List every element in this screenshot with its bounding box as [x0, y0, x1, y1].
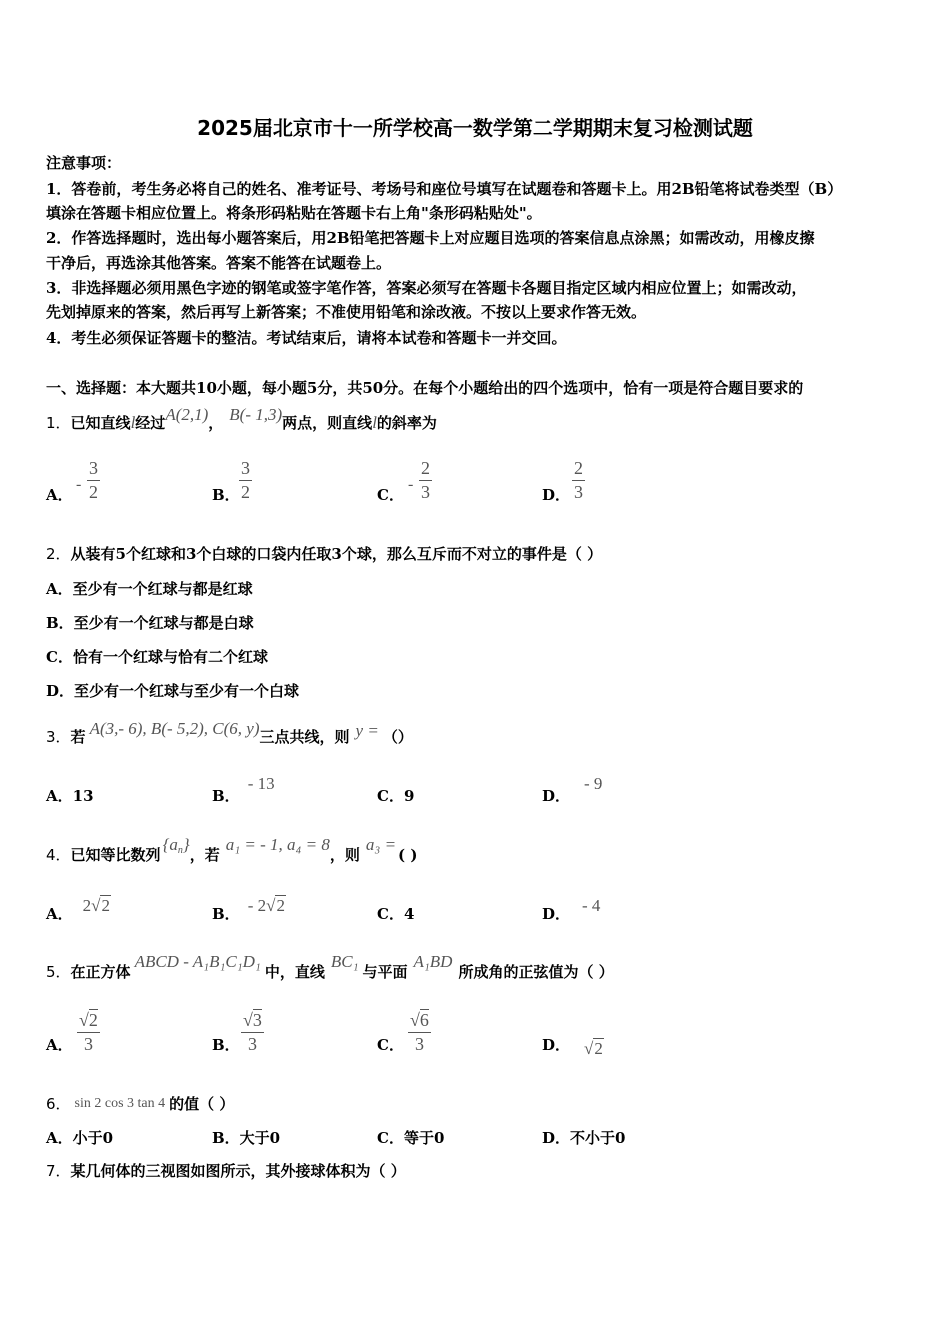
- option-c: C．等于0: [377, 1129, 445, 1147]
- seq-subscript: n: [177, 845, 183, 856]
- fraction-denominator: 3: [421, 482, 430, 502]
- radicand: 3: [252, 1010, 262, 1030]
- question-number: 7．: [46, 1162, 71, 1180]
- math-points: A(3,- 6), B(- 5,2), C(6, y): [89, 719, 260, 738]
- section-heading: 一、选择题：本大题共10小题，每小题5分，共50分。在每个小题给出的四个选项中，恰有一项是符合题目要求的: [46, 379, 804, 397]
- option-label: A．: [46, 1036, 73, 1054]
- option-fraction: [77, 1010, 100, 1055]
- question-text: 所成角的正弦值为（ ）: [458, 963, 614, 981]
- option-d: D．至少有一个红球与至少有一个白球: [46, 682, 300, 700]
- option-c: C．恰有一个红球与恰有二个红球: [46, 648, 268, 666]
- option-a: [46, 896, 111, 924]
- question-text: ，若: [189, 846, 220, 864]
- notice-line: 先划掉原来的答案，然后再写上新答案；不准使用铅笔和涂改液。不按以上要求作答无效。: [46, 303, 647, 321]
- fraction-numerator: 3: [239, 458, 252, 481]
- option-d: D．不小于0: [542, 1129, 626, 1147]
- option-label: C．: [377, 1036, 404, 1054]
- question-6: [46, 1093, 234, 1114]
- option-label: A．: [46, 787, 73, 805]
- option-label: C．: [377, 905, 404, 923]
- option-label: B．: [212, 486, 240, 504]
- question-number: 3．: [46, 728, 71, 746]
- question-number: 2．: [46, 545, 71, 563]
- option-value: - 4: [582, 896, 601, 915]
- option-d: [542, 774, 603, 806]
- option-label: C．: [377, 787, 404, 805]
- seq-open: {a: [162, 835, 178, 854]
- question-text: 已知等比数列: [70, 846, 161, 864]
- notice-line: 1．答卷前，考生务必将自己的姓名、准考证号、考场号和座位号填写在试题卷和答题卡上。用2B铅笔将试卷类型（B）: [46, 180, 843, 198]
- radicand: 2: [276, 896, 285, 915]
- option-label: D．: [542, 1036, 571, 1054]
- option-label: A．: [46, 905, 73, 923]
- question-text: 三点共线，则: [259, 728, 350, 746]
- option-fraction: [87, 458, 100, 503]
- coefficient: 2: [82, 896, 92, 915]
- math-expr: y =: [355, 721, 379, 740]
- radicand: 2: [594, 1039, 603, 1058]
- notice-heading: 注意事项：: [46, 154, 122, 172]
- fraction-denominator: 3: [83, 1034, 93, 1054]
- question-4: [46, 835, 418, 866]
- question-text: （）: [382, 728, 413, 746]
- fraction-denominator: 3: [414, 1034, 424, 1054]
- option-a: A．小于0: [46, 1129, 114, 1147]
- fraction-numerator: 3: [87, 458, 100, 481]
- math-line: BC₁: [330, 952, 359, 971]
- radicand: 2: [88, 1010, 98, 1030]
- question-text: 与平面: [362, 963, 408, 981]
- question-5: [46, 952, 614, 982]
- radicand: 6: [419, 1010, 429, 1030]
- option-label: D．: [542, 486, 571, 504]
- fraction-denominator: 2: [89, 482, 98, 502]
- option-value: - 13: [247, 774, 275, 793]
- math-cube: ABCD - A₁B₁C₁D₁: [134, 952, 261, 971]
- question-number: 4．: [46, 846, 71, 864]
- option-label: C．: [377, 486, 404, 504]
- fraction-numerator: √2: [77, 1010, 100, 1033]
- option-value: - 9: [584, 774, 603, 793]
- question-1: [46, 405, 437, 433]
- question-text: 某几何体的三视图如图所示，其外接球体积为（ ）: [70, 1162, 406, 1180]
- option-label: B．: [212, 905, 240, 923]
- option-c: [377, 785, 414, 806]
- question-2: [46, 543, 602, 564]
- option-fraction: [239, 458, 252, 503]
- option-value: √2: [584, 1039, 603, 1058]
- option-value: - 2√2: [247, 896, 285, 915]
- option-fraction: [241, 1010, 264, 1055]
- math-point: A(2,1): [165, 405, 209, 424]
- question-text: 已知直线: [70, 414, 131, 432]
- math-condition: a₁ = - 1, a₄ = 8: [225, 835, 330, 854]
- math-plane: A₁BD: [413, 952, 453, 971]
- option-label: B．: [212, 1036, 240, 1054]
- question-text: ，: [208, 414, 224, 432]
- option-a: A．至少有一个红球与都是红球: [46, 580, 253, 598]
- notice-line: 4．考生必须保证答题卡的整洁。考试结束后，请将本试卷和答题卡一并交回。: [46, 329, 567, 347]
- option-label: D．: [542, 787, 571, 805]
- math-symbol: l: [372, 413, 377, 432]
- notice-line: 干净后，再选涂其他答案。答案不能答在试题卷上。: [46, 254, 392, 272]
- notice-line: 填涂在答题卡相应位置上。将条形码粘贴在答题卡右上角"条形码粘贴处"。: [46, 204, 542, 222]
- math-expr: a₃ =: [365, 835, 397, 854]
- notice-line: 2．作答选择题时，选出每小题答案后，用2B铅笔把答题卡上对应题目选项的答案信息点涂黑；如需改动，用橡皮擦: [46, 229, 815, 247]
- question-text: 经过: [135, 414, 166, 432]
- math-symbol: l: [130, 413, 136, 432]
- question-7: [46, 1160, 406, 1181]
- question-text: 从装有5个红球和3个白球的口袋内任取3个球，那么互斥而不对立的事件是（ ）: [70, 545, 603, 563]
- option-sign: -: [408, 476, 414, 493]
- fraction-numerator: 2: [572, 458, 585, 481]
- option-label: B．: [212, 787, 240, 805]
- option-value: 9: [403, 787, 415, 805]
- option-value: 13: [72, 787, 94, 805]
- coefficient: - 2: [247, 896, 267, 915]
- option-value: 2√2: [82, 896, 110, 915]
- option-fraction: [419, 458, 432, 503]
- question-number: 1．: [46, 414, 71, 432]
- option-d: [542, 1034, 604, 1058]
- page-title: 2025届北京市十一所学校高一数学第二学期期末复习检测试题: [197, 116, 753, 140]
- seq-close: }: [182, 835, 190, 854]
- option-a: [46, 785, 94, 806]
- question-text: 的斜率为: [376, 414, 437, 432]
- option-fraction: [408, 1010, 431, 1055]
- fraction-numerator: √6: [408, 1010, 431, 1033]
- question-text: ，则: [329, 846, 360, 864]
- question-text: ( ): [398, 846, 418, 864]
- fraction-denominator: 2: [241, 482, 250, 502]
- math-expr: sin 2 cos 3 tan 4: [74, 1096, 166, 1111]
- math-sequence: [163, 835, 190, 854]
- question-text: 在正方体: [70, 963, 131, 981]
- option-label: D．: [542, 905, 571, 923]
- notice-line: 3．非选择题必须用黑色字迹的钢笔或签字笔作答，答案必须写在答题卡各题目指定区域内相应位置上；如需改动，: [46, 279, 807, 297]
- option-d: [542, 896, 601, 924]
- radicand: 2: [101, 896, 110, 915]
- question-text: 中，直线: [264, 963, 325, 981]
- math-point: B(- 1,3): [229, 405, 283, 424]
- question-text: 的值（ ）: [169, 1095, 235, 1113]
- question-number: 6．: [46, 1095, 71, 1113]
- option-c: [377, 903, 414, 924]
- question-3: [46, 719, 413, 747]
- fraction-denominator: 3: [574, 482, 583, 502]
- option-sign: -: [76, 476, 82, 493]
- option-b: [212, 774, 275, 806]
- option-b: [212, 896, 286, 924]
- fraction-numerator: 2: [419, 458, 432, 481]
- fraction-denominator: 3: [247, 1034, 257, 1054]
- fraction-numerator: √3: [241, 1010, 264, 1033]
- question-number: 5．: [46, 963, 71, 981]
- option-value: 4: [403, 905, 415, 923]
- question-text: 两点，则直线: [282, 414, 373, 432]
- option-b: B．至少有一个红球与都是白球: [46, 614, 254, 632]
- option-b: B．大于0: [212, 1129, 281, 1147]
- option-fraction: [572, 458, 585, 503]
- option-label: A．: [46, 486, 73, 504]
- question-text: 若: [70, 728, 86, 746]
